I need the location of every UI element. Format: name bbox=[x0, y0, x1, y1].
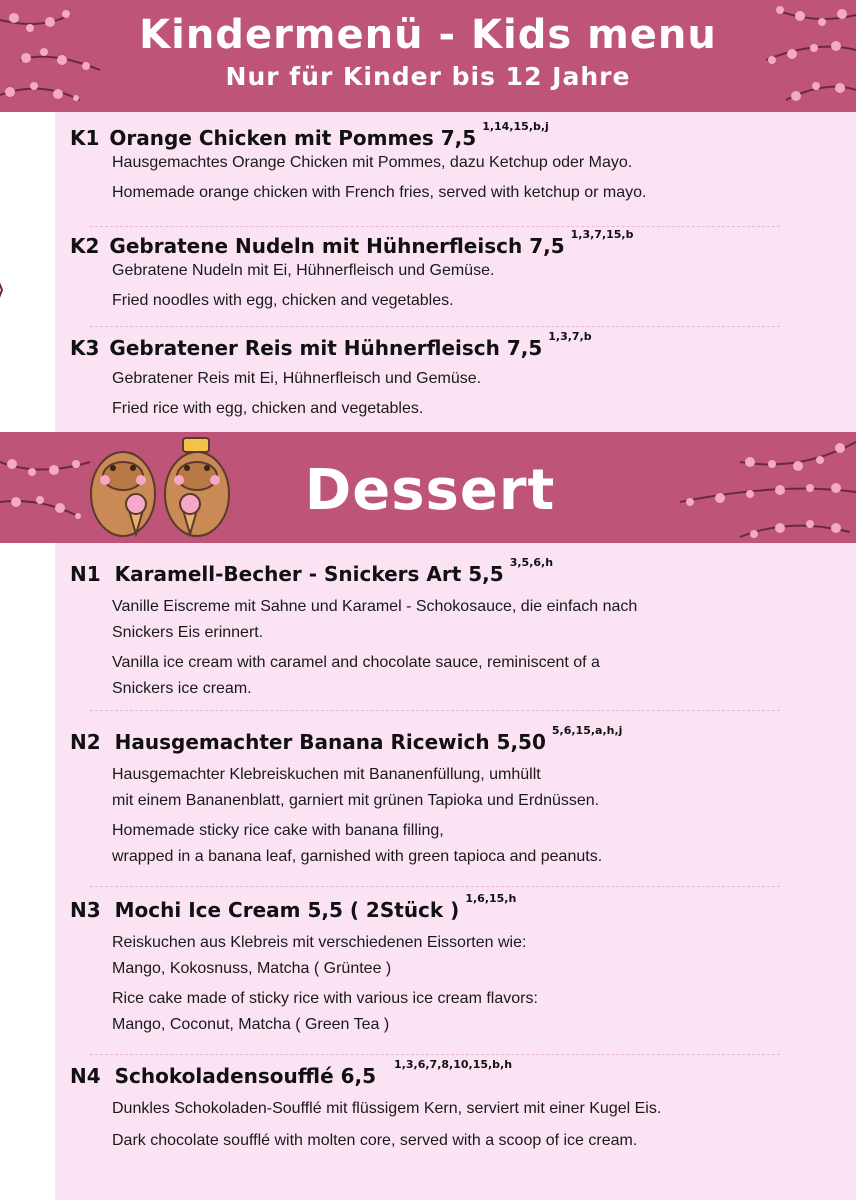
kids-menu-title: Kindermenü - Kids menu bbox=[139, 12, 717, 58]
item-description-de: Snickers Eis erinnert. bbox=[112, 624, 264, 641]
item-code: N1 bbox=[70, 562, 101, 586]
item-divider bbox=[90, 326, 780, 327]
allergen-codes: 5,6,15,a,h,j bbox=[551, 724, 623, 737]
item-title bbox=[70, 724, 830, 754]
allergen-codes: 1,14,15,b,j bbox=[482, 120, 549, 133]
capybara-ice-cream-illustration bbox=[85, 436, 245, 540]
dessert-item-n2 bbox=[70, 724, 830, 870]
item-description-en: Vanilla ice cream with caramel and chocolate sauce, reminiscent of a bbox=[112, 654, 600, 671]
item-divider bbox=[90, 226, 780, 227]
item-description-en: Dark chocolate soufflé with molten core, served with a scoop of ice cream. bbox=[112, 1132, 638, 1149]
item-name: Karamell-Becher - Snickers Art 5,5 bbox=[114, 562, 504, 586]
item-name: Hausgemachter Banana Ricewich 5,50 bbox=[114, 730, 546, 754]
branch-edge-icon bbox=[0, 270, 6, 310]
item-description-en: Mango, Coconut, Matcha ( Green Tea ) bbox=[112, 1016, 390, 1033]
item-title bbox=[70, 892, 830, 922]
item-description-en: Fried rice with egg, chicken and vegetables. bbox=[112, 400, 424, 417]
item-title bbox=[70, 228, 830, 258]
allergen-codes: 1,3,7,15,b bbox=[570, 228, 634, 241]
kids-item-k1 bbox=[70, 120, 830, 206]
item-description-de: Gebratener Reis mit Ei, Hühnerfleisch und Gemüse. bbox=[112, 370, 482, 387]
item-description-de: Hausgemachter Klebreiskuchen mit Bananenfüllung, umhüllt bbox=[112, 766, 541, 783]
item-name: Orange Chicken mit Pommes 7,5 bbox=[109, 126, 477, 150]
item-description-en: Fried noodles with egg, chicken and vegetables. bbox=[112, 292, 454, 309]
cherry-blossom-icon bbox=[660, 432, 856, 543]
item-description-de: Dunkles Schokoladen-Soufflé mit flüssigem Kern, serviert mit einer Kugel Eis. bbox=[112, 1100, 662, 1117]
item-description-de: Mango, Kokosnuss, Matcha ( Grüntee ) bbox=[112, 960, 392, 977]
dessert-item-n4 bbox=[70, 1058, 830, 1154]
kids-menu-subtitle: Nur für Kinder bis 12 Jahre bbox=[225, 62, 631, 91]
item-divider bbox=[90, 710, 780, 711]
allergen-codes: 1,6,15,h bbox=[465, 892, 517, 905]
item-description-de: Gebratene Nudeln mit Ei, Hühnerfleisch und Gemüse. bbox=[112, 262, 495, 279]
item-code: K2 bbox=[70, 234, 100, 258]
item-name: Mochi Ice Cream 5,5 ( 2Stück ) bbox=[114, 898, 460, 922]
item-description-en: Snickers ice cream. bbox=[112, 680, 252, 697]
item-divider bbox=[90, 1054, 780, 1055]
item-title bbox=[70, 556, 830, 586]
item-description-de: Reiskuchen aus Klebreis mit verschiedenen Eissorten wie: bbox=[112, 934, 527, 951]
item-code: K3 bbox=[70, 336, 100, 360]
item-divider bbox=[90, 886, 780, 887]
item-code: K1 bbox=[70, 126, 100, 150]
item-description-de: Hausgemachtes Orange Chicken mit Pommes, dazu Ketchup oder Mayo. bbox=[112, 154, 633, 171]
item-title bbox=[70, 120, 830, 150]
item-code: N3 bbox=[70, 898, 101, 922]
item-description-en: Rice cake made of sticky rice with various ice cream flavors: bbox=[112, 990, 538, 1007]
item-name: Schokoladensoufflé 6,5 bbox=[114, 1064, 377, 1088]
dessert-item-n3 bbox=[70, 892, 830, 1038]
item-title bbox=[70, 330, 830, 360]
item-description-en: Homemade orange chicken with French fries, served with ketchup or mayo. bbox=[112, 184, 647, 201]
item-title bbox=[70, 1058, 830, 1088]
kids-item-k3 bbox=[70, 330, 830, 422]
item-code: N4 bbox=[70, 1064, 101, 1088]
item-description-de: Vanille Eiscreme mit Sahne und Karamel - Schokosauce, die einfach nach bbox=[112, 598, 638, 615]
allergen-codes: 3,5,6,h bbox=[509, 556, 554, 569]
dessert-title: Dessert bbox=[304, 458, 556, 523]
item-code: N2 bbox=[70, 730, 101, 754]
item-name: Gebratene Nudeln mit Hühnerfleisch 7,5 bbox=[109, 234, 565, 258]
allergen-codes: 1,3,6,7,8,10,15,b,h bbox=[394, 1058, 513, 1071]
item-name: Gebratener Reis mit Hühnerfleisch 7,5 bbox=[109, 336, 543, 360]
item-description-en: Homemade sticky rice cake with banana filling, bbox=[112, 822, 444, 839]
dessert-item-n1 bbox=[70, 556, 830, 702]
cherry-blossom-icon bbox=[0, 442, 95, 537]
item-description-de: mit einem Bananenblatt, garniert mit grünen Tapioka und Erdnüssen. bbox=[112, 792, 600, 809]
kids-item-k2 bbox=[70, 228, 830, 314]
item-description-en: wrapped in a banana leaf, garnished with green tapioca and peanuts. bbox=[112, 848, 603, 865]
allergen-codes: 1,3,7,b bbox=[548, 330, 592, 343]
